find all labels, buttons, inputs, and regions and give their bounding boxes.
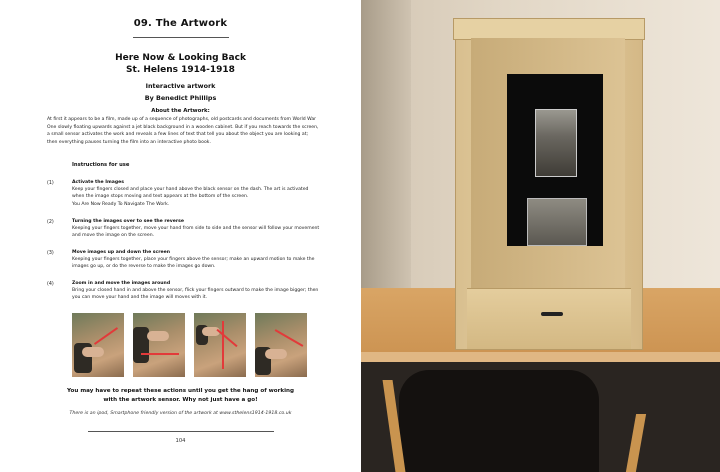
title-line-1: Here Now & Looking Back bbox=[115, 53, 246, 63]
hand-shape bbox=[82, 347, 104, 357]
step-title: Move images up and down the screen bbox=[72, 250, 171, 255]
arrow-icon bbox=[275, 329, 304, 347]
step-title: Zoom in and move the images around bbox=[72, 281, 171, 286]
subtitle-line-1: Interactive artwork bbox=[145, 82, 216, 90]
page-number: 104 bbox=[175, 438, 186, 444]
step-number: (4) bbox=[47, 282, 54, 287]
about-heading: About the Artwork: bbox=[151, 108, 210, 114]
step-text: Keeping your fingers together, move your hand from side to side and the sensor will follow your movement and move the image on the screen. bbox=[72, 226, 320, 239]
arrow-icon bbox=[222, 321, 224, 369]
cabinet-dash bbox=[467, 288, 631, 349]
arrow-icon bbox=[141, 353, 179, 355]
desk-edge bbox=[361, 352, 720, 362]
soldier-portrait-image bbox=[535, 109, 577, 177]
heading-divider bbox=[133, 37, 229, 38]
step-text: Keeping your fingers together, place your fingers above the sensor; make an upward motion to make the images go up, or do the reverse to make the images go down. bbox=[72, 257, 315, 270]
side-to-side-gesture-photo bbox=[133, 313, 185, 377]
chair-back bbox=[399, 370, 599, 472]
sleeve-shape bbox=[133, 327, 149, 363]
cabinet-photo bbox=[361, 0, 720, 472]
sensor-slot bbox=[541, 312, 563, 316]
two-soldiers-image bbox=[527, 198, 587, 246]
zoom-gesture-photo bbox=[255, 313, 307, 377]
repeat-line-1: You may have to repeat these actions until you get the hang of working bbox=[67, 388, 294, 394]
activate-gesture-photo bbox=[72, 313, 124, 377]
step-text: Bring your closed hand in and above the sensor, flick your fingers outward to make the image bigger; then you can move your hand and the image will moves with it. bbox=[72, 288, 319, 301]
chapter-heading: 09. The Artwork bbox=[133, 18, 228, 29]
hand-shape bbox=[265, 349, 287, 359]
cabinet-top bbox=[453, 18, 645, 40]
step-move bbox=[72, 249, 322, 271]
step-number: (2) bbox=[47, 220, 54, 225]
step-number: (1) bbox=[47, 181, 54, 186]
step-title: Turning the images over to see the reverse bbox=[72, 219, 184, 224]
step-activate bbox=[72, 179, 322, 208]
step-number: (3) bbox=[47, 251, 54, 256]
arrow-icon bbox=[94, 327, 118, 345]
step-text: Keep your fingers closed and place your hand above the black sensor on the dash. The art is activated when the image stops moving and text appears at the bottom of the screen. bbox=[72, 187, 309, 200]
step-zoom bbox=[72, 280, 322, 302]
arrow-icon bbox=[216, 329, 237, 347]
wall-shadow bbox=[361, 0, 411, 300]
repeat-line-2: with the artwork sensor. Why not just have a go! bbox=[103, 397, 258, 403]
instructions-heading: Instructions for use bbox=[72, 162, 130, 168]
subtitle-line-2: By Benedict Phillips bbox=[144, 94, 217, 102]
about-paragraph: At first it appears to be a film, made up of a sequence of photographs, old postcards and documents from World War One slowly floating upwards against a jet black background in a wooden cabinet. But if you reach towards the screen, a small sensor activates the work and reveals a few lines of text that tell you about the object you are looking at; then everything pauses turning the film into an interactive photo book. bbox=[47, 117, 319, 145]
title-line-2: St. Helens 1914-1918 bbox=[126, 65, 235, 75]
footer-divider bbox=[88, 431, 274, 432]
step-title: Activate the Images bbox=[72, 180, 124, 185]
step-extra: You Are Now Ready To Navigate The Work. bbox=[72, 201, 170, 207]
step-turn bbox=[72, 218, 322, 240]
repeat-note bbox=[0, 387, 361, 405]
up-down-gesture-photo bbox=[194, 313, 246, 377]
ipod-note: There is an ipod, Smartphone friendly version of the artwork at www.sthelens1914-1918.co.uk bbox=[69, 411, 292, 416]
hand-shape bbox=[147, 331, 169, 341]
